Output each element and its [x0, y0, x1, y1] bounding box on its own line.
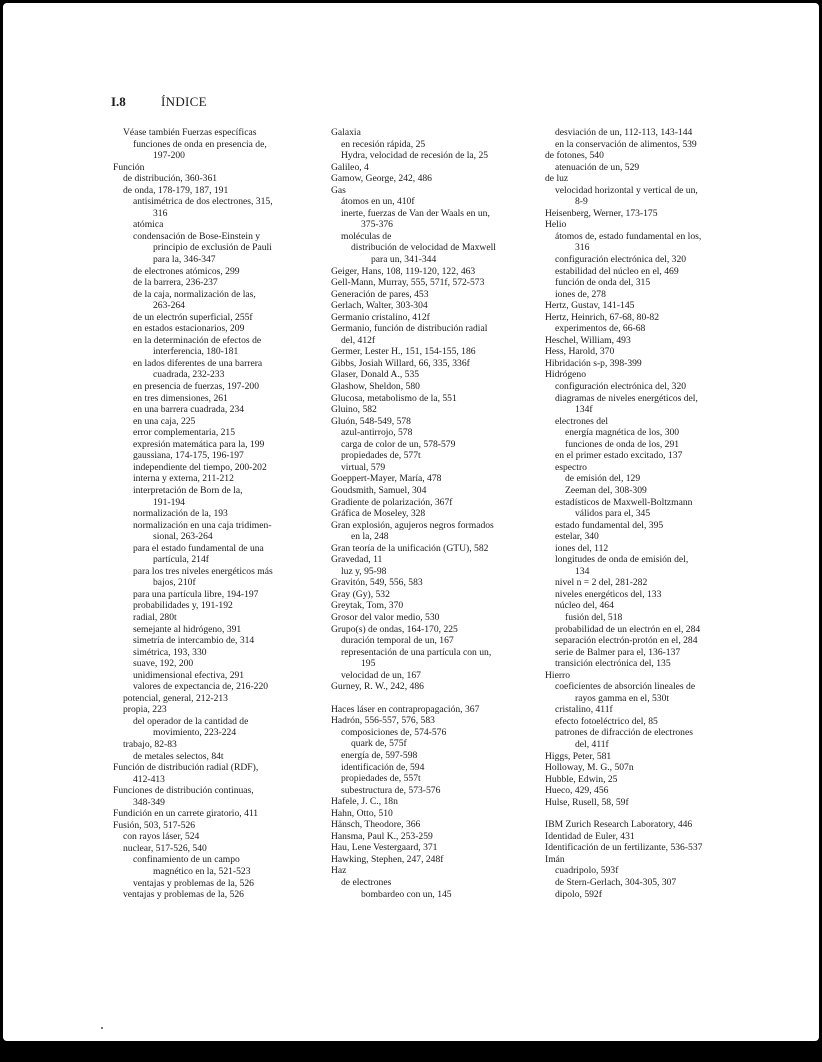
index-entry: de la caja, normalización de las, — [133, 288, 256, 300]
index-entry: Hertz, Gustav, 141-145 — [545, 300, 635, 312]
index-entry: transición electrónica del, 135 — [555, 658, 671, 670]
index-entry: Geiger, Hans, 108, 119-120, 122, 463 — [331, 265, 476, 277]
index-entry: propiedades de, 557t — [341, 773, 421, 785]
index-entry: Gamow, George, 242, 486 — [331, 173, 432, 185]
index-entry: en presencia de fuerzas, 197-200 — [133, 381, 259, 393]
index-entry: cuadrada, 232-233 — [153, 369, 225, 381]
index-entry: de Stern-Gerlach, 304-305, 307 — [555, 877, 677, 888]
index-entry: en la determinación de efectos de — [133, 334, 262, 346]
index-entry: Gran teoría de la unificación (GTU), 582 — [331, 542, 489, 554]
index-entry: Goeppert-Mayer, María, 478 — [331, 473, 442, 485]
index-entry: propiedades de, 577t — [341, 450, 421, 462]
index-entry: de la barrera, 236-237 — [133, 277, 218, 289]
index-entry: Gluón, 548-549, 578 — [331, 415, 411, 427]
index-entry: expresión matemática para la, 199 — [133, 438, 265, 450]
index-entry: del operador de la cantidad de — [133, 715, 249, 727]
index-entry: Gas — [331, 184, 346, 196]
index-entry: subestructura de, 573-576 — [341, 784, 441, 796]
index-entry: configuración electrónica del, 320 — [555, 254, 687, 266]
index-entry: fusión del, 518 — [565, 611, 623, 623]
index-entry: Generación de pares, 453 — [331, 288, 429, 300]
index-entry: 263-264 — [153, 300, 185, 312]
index-entry: moléculas de — [341, 230, 392, 242]
index-entry: Haz — [331, 865, 347, 877]
index-entry: atómica — [133, 219, 164, 231]
index-entry: Véase también Fuerzas específicas — [123, 127, 257, 138]
index-column-2 — [331, 127, 541, 900]
index-entry: serie de Balmer para el, 136-137 — [555, 646, 681, 658]
index-entry: Hydra, velocidad de recesión de la, 25 — [341, 150, 489, 162]
index-entry: cuadripolo, 593f — [555, 865, 619, 877]
index-entry: Funciones de distribución continuas, — [113, 785, 254, 797]
index-entry: Hierro — [545, 669, 571, 681]
scan-speck — [101, 1027, 103, 1029]
index-entry: Fundición en un carrete giratorio, 411 — [113, 808, 259, 820]
index-entry: suave, 192, 200 — [133, 658, 194, 670]
index-entry: para una partícula libre, 194-197 — [133, 588, 259, 600]
index-entry: luz y, 95-98 — [341, 565, 387, 577]
index-entry: partícula, 214f — [153, 554, 209, 566]
index-entry: nivel n = 2 del, 281-282 — [555, 577, 648, 589]
index-entry: diagramas de niveles energéticos del, — [555, 392, 698, 404]
index-entry: 197-200 — [153, 150, 185, 162]
index-entry: probabilidad de un electrón en el, 284 — [555, 623, 701, 635]
index-entry: Gerlach, Walter, 303-304 — [331, 300, 428, 312]
index-entry: en estados estacionarios, 209 — [133, 323, 245, 335]
index-entry: sional, 263-264 — [153, 531, 213, 543]
index-entry: en recesión rápida, 25 — [341, 138, 426, 150]
index-entry: condensación de Bose-Einstein y — [133, 230, 261, 242]
index-entry: Galaxia — [331, 127, 361, 138]
index-entry: coeficientes de absorción lineales de — [555, 681, 696, 693]
index-entry: Función — [113, 161, 145, 173]
index-entry: Gurney, R. W., 242, 486 — [331, 681, 424, 693]
index-entry: Hau, Lene Vestergaard, 371 — [331, 842, 438, 854]
index-entry: para el estado fundamental de una — [133, 542, 264, 554]
index-entry: Glaser, Donald A., 535 — [331, 369, 420, 381]
index-entry: potencial, general, 212-213 — [123, 692, 228, 704]
index-entry: unidimensional efectiva, 291 — [133, 669, 245, 681]
index-entry: Hess, Harold, 370 — [545, 346, 615, 358]
index-entry: Gell-Mann, Murray, 555, 571f, 572-573 — [331, 277, 485, 289]
index-entry: en lados diferentes de una barrera — [133, 357, 263, 369]
index-entry: patrones de difracción de electrones — [555, 727, 693, 739]
index-entry: Hidrógeno — [545, 369, 587, 381]
index-entry: Zeeman del, 308-309 — [565, 484, 647, 496]
index-entry: error complementaria, 215 — [133, 427, 236, 439]
index-entry: longitudes de onda de emisión del, — [555, 554, 689, 566]
index-entry: en la, 248 — [351, 531, 389, 543]
index-entry: 412-413 — [133, 773, 165, 785]
index-entry: Greytak, Tom, 370 — [331, 600, 404, 612]
index-entry: propia, 223 — [123, 704, 167, 716]
index-entry: Hadrón, 556-557, 576, 583 — [331, 715, 435, 727]
index-entry: Hubble, Edwin, 25 — [545, 773, 618, 785]
index-entry: de electrones — [341, 877, 392, 888]
index-entry: Gradiente de polarización, 367f — [331, 496, 453, 508]
index-entry: iones del, 112 — [555, 542, 609, 554]
index-entry: nuclear, 517-526, 540 — [123, 842, 207, 854]
index-entry: Hibridación s-p, 398-399 — [545, 357, 642, 369]
index-entry: 316 — [575, 242, 590, 254]
index-entry: átomos de, estado fundamental en los, — [555, 230, 702, 242]
index-entry: Gravitón, 549, 556, 583 — [331, 577, 423, 589]
index-entry: del, 411f — [575, 738, 609, 750]
index-entry: carga de color de un, 578-579 — [341, 438, 456, 450]
index-entry: válidos para el, 345 — [575, 508, 651, 520]
index-entry: bajos, 210f — [153, 577, 196, 589]
index-entry: interpretación de Born de la, — [133, 484, 243, 496]
index-entry: de distribución, 360-361 — [123, 173, 218, 185]
index-entry: Gluino, 582 — [331, 404, 377, 416]
index-entry: Germanio, función de distribución radial — [331, 323, 488, 335]
index-entry: Higgs, Peter, 581 — [545, 750, 612, 762]
index-entry: Grupo(s) de ondas, 164-170, 225 — [331, 623, 458, 635]
index-entry: en tres dimensiones, 261 — [133, 392, 228, 404]
index-entry: antisimétrica de dos electrones, 315, — [133, 196, 273, 208]
index-entry: de emisión del, 129 — [565, 473, 641, 485]
index-entry: 195 — [361, 658, 376, 670]
page-title: ÍNDICE — [161, 94, 207, 109]
index-entry: ventajas y problemas de la, 526 — [123, 889, 244, 901]
index-entry: ventajas y problemas de la, 526 — [133, 877, 254, 889]
index-entry: estelar, 340 — [555, 531, 599, 543]
index-entry: Imán — [545, 853, 565, 865]
index-entry: interferencia, 180-181 — [153, 346, 239, 358]
index-entry: distribución de velocidad de Maxwell — [351, 242, 496, 254]
index-entry: Hawking, Stephen, 247, 248f — [331, 853, 444, 865]
index-entry: 191-194 — [153, 496, 185, 508]
index-entry: Hafele, J. C., 18n — [331, 796, 398, 808]
index-entry: quark de, 575f — [351, 738, 407, 750]
index-entry: en una caja, 225 — [133, 415, 196, 427]
index-entry: Gibbs, Josiah Willard, 66, 335, 336f — [331, 357, 470, 369]
index-entry: de luz — [545, 173, 569, 185]
index-entry: Fusión, 503, 517-526 — [113, 819, 196, 831]
index-entry: funciones de onda en presencia de, — [133, 138, 267, 150]
index-entry: configuración electrónica del, 320 — [555, 381, 687, 393]
index-column-1 — [113, 127, 325, 901]
index-entry: Hahn, Otto, 510 — [331, 807, 393, 819]
index-entry: interna y externa, 211-212 — [133, 473, 234, 485]
index-entry: Identificación de un fertilizante, 536-537 — [545, 842, 703, 854]
index-column-3 — [545, 127, 760, 900]
index-entry: principio de exclusión de Pauli — [153, 242, 272, 254]
index-entry: Heschel, William, 493 — [545, 334, 631, 346]
index-entry: espectro — [555, 461, 587, 473]
index-entry: Germer, Lester H., 151, 154-155, 186 — [331, 346, 476, 358]
index-entry: Función de distribución radial (RDF), — [113, 762, 259, 774]
index-entry: experimentos de, 66-68 — [555, 323, 646, 335]
index-entry: 316 — [153, 207, 168, 219]
index-entry: Hansma, Paul K., 253-259 — [331, 830, 433, 842]
index-entry: velocidad horizontal y vertical de un, — [555, 184, 698, 196]
index-entry: Heisenberg, Werner, 173-175 — [545, 207, 658, 219]
index-entry: Gravedad, 11 — [331, 554, 383, 566]
index-entry: Glucosa, metabolismo de la, 551 — [331, 392, 457, 404]
index-entry: Gray (Gy), 532 — [331, 588, 390, 600]
index-entry: bombardeo con un, 145 — [361, 888, 452, 900]
index-entry: Identidad de Euler, 431 — [545, 830, 635, 842]
index-entry: en una barrera cuadrada, 234 — [133, 404, 245, 416]
index-entry: Gran explosión, agujeros negros formados — [331, 519, 494, 531]
index-entry: normalización de la, 193 — [133, 508, 228, 520]
index-entry: magnético en la, 521-523 — [153, 866, 251, 877]
index-entry: IBM Zurich Research Laboratory, 446 — [545, 819, 693, 831]
index-entry: estado fundamental del, 395 — [555, 519, 664, 531]
index-entry: normalización en una caja tridimen- — [133, 519, 272, 531]
index-entry: inerte, fuerzas de Van der Waals en un, — [341, 207, 490, 219]
index-entry: en la conservación de alimentos, 539 — [555, 138, 697, 150]
index-entry: de un electrón superficial, 255f — [133, 311, 253, 323]
index-entry: 134f — [575, 404, 593, 416]
index-entry: radial, 280t — [133, 611, 177, 623]
index-entry: Germanio cristalino, 412f — [331, 311, 430, 323]
index-entry: azul-antirrojo, 578 — [341, 427, 413, 439]
index-entry: estabilidad del núcleo en el, 469 — [555, 265, 679, 277]
index-entry: simetría de intercambio de, 314 — [133, 635, 255, 647]
page-header — [111, 94, 207, 110]
index-entry: energía de, 597-598 — [341, 749, 418, 761]
index-entry: 134 — [575, 565, 590, 577]
index-entry: átomos en un, 410f — [341, 196, 415, 208]
index-entry: efecto fotoeléctrico del, 85 — [555, 715, 658, 727]
index-entry: Holloway, M. G., 507n — [545, 762, 634, 774]
index-entry: de metales selectos, 84t — [133, 750, 224, 762]
index-entry: Hueco, 429, 456 — [545, 785, 609, 797]
index-entry: velocidad de un, 167 — [341, 669, 421, 681]
index-entry: funciones de onda de los, 291 — [565, 438, 680, 450]
index-entry: gaussiana, 174-175, 196-197 — [133, 450, 244, 462]
index-entry: valores de expectancia de, 216-220 — [133, 681, 269, 693]
index-entry: en el primer estado excitado, 137 — [555, 450, 683, 462]
index-entry: para la, 346-347 — [153, 254, 216, 266]
index-entry: semejante al hidrógeno, 391 — [133, 623, 242, 635]
index-entry: dipolo, 592f — [555, 888, 602, 900]
index-page — [3, 3, 819, 1041]
index-entry: de fotones, 540 — [545, 150, 604, 162]
index-entry: Hertz, Heinrich, 67-68, 80-82 — [545, 311, 660, 323]
index-entry: probabilidades y, 191-192 — [133, 600, 233, 612]
index-entry: duración temporal de un, 167 — [341, 635, 454, 647]
index-entry: cristalino, 411f — [555, 704, 613, 716]
index-entry: virtual, 579 — [341, 461, 386, 473]
index-entry: independiente del tiempo, 200-202 — [133, 461, 267, 473]
index-entry: 8-9 — [575, 196, 588, 208]
index-entry: núcleo del, 464 — [555, 600, 614, 612]
index-entry: Glashow, Sheldon, 580 — [331, 381, 420, 393]
index-entry: para los tres niveles energéticos más — [133, 565, 273, 577]
index-entry: movimiento, 223-224 — [153, 727, 237, 739]
index-entry: confinamiento de un campo — [133, 854, 240, 866]
index-entry: iones de, 278 — [555, 288, 606, 300]
index-entry: representación de una partícula con un, — [341, 646, 492, 658]
page-number: I.8 — [111, 94, 126, 109]
index-entry: Haces láser en contrapropagación, 367 — [331, 703, 480, 715]
index-entry: Galileo, 4 — [331, 161, 369, 173]
index-entry: Grosor del valor medio, 530 — [331, 611, 440, 623]
index-entry: trabajo, 82-83 — [123, 738, 177, 750]
index-entry: 348-349 — [133, 796, 165, 808]
index-entry: con rayos láser, 524 — [123, 831, 200, 843]
index-entry: para un, 341-344 — [371, 254, 437, 266]
index-entry: Goudsmith, Samuel, 304 — [331, 484, 427, 496]
index-entry: de electrones atómicos, 299 — [133, 265, 240, 277]
index-entry: energía magnética de los, 300 — [565, 427, 680, 439]
index-entry: 375-376 — [361, 219, 393, 231]
index-entry: desviación de un, 112-113, 143-144 — [555, 127, 693, 138]
index-entry: de onda, 178-179, 187, 191 — [123, 184, 229, 196]
index-entry: estadísticos de Maxwell-Boltzmann — [555, 496, 693, 508]
index-entry: identificación de, 594 — [341, 761, 425, 773]
index-entry: Hulse, Rusell, 58, 59f — [545, 796, 629, 808]
index-entry: Hänsch, Theodore, 366 — [331, 819, 421, 831]
index-entry: electrones del — [555, 415, 609, 427]
index-entry: separación electrón-protón en el, 284 — [555, 635, 698, 647]
index-entry: niveles energéticos del, 133 — [555, 588, 662, 600]
index-entry: Helio — [545, 219, 567, 231]
index-entry: Gráfica de Moseley, 328 — [331, 508, 426, 520]
index-entry: rayos gamma en el, 530t — [575, 692, 670, 704]
index-entry: atenuación de un, 529 — [555, 161, 640, 173]
index-entry: simétrica, 193, 330 — [133, 646, 207, 658]
index-entry: composiciones de, 574-576 — [341, 726, 447, 738]
index-entry: función de onda del, 315 — [555, 277, 651, 289]
index-entry: del, 412f — [341, 334, 376, 346]
